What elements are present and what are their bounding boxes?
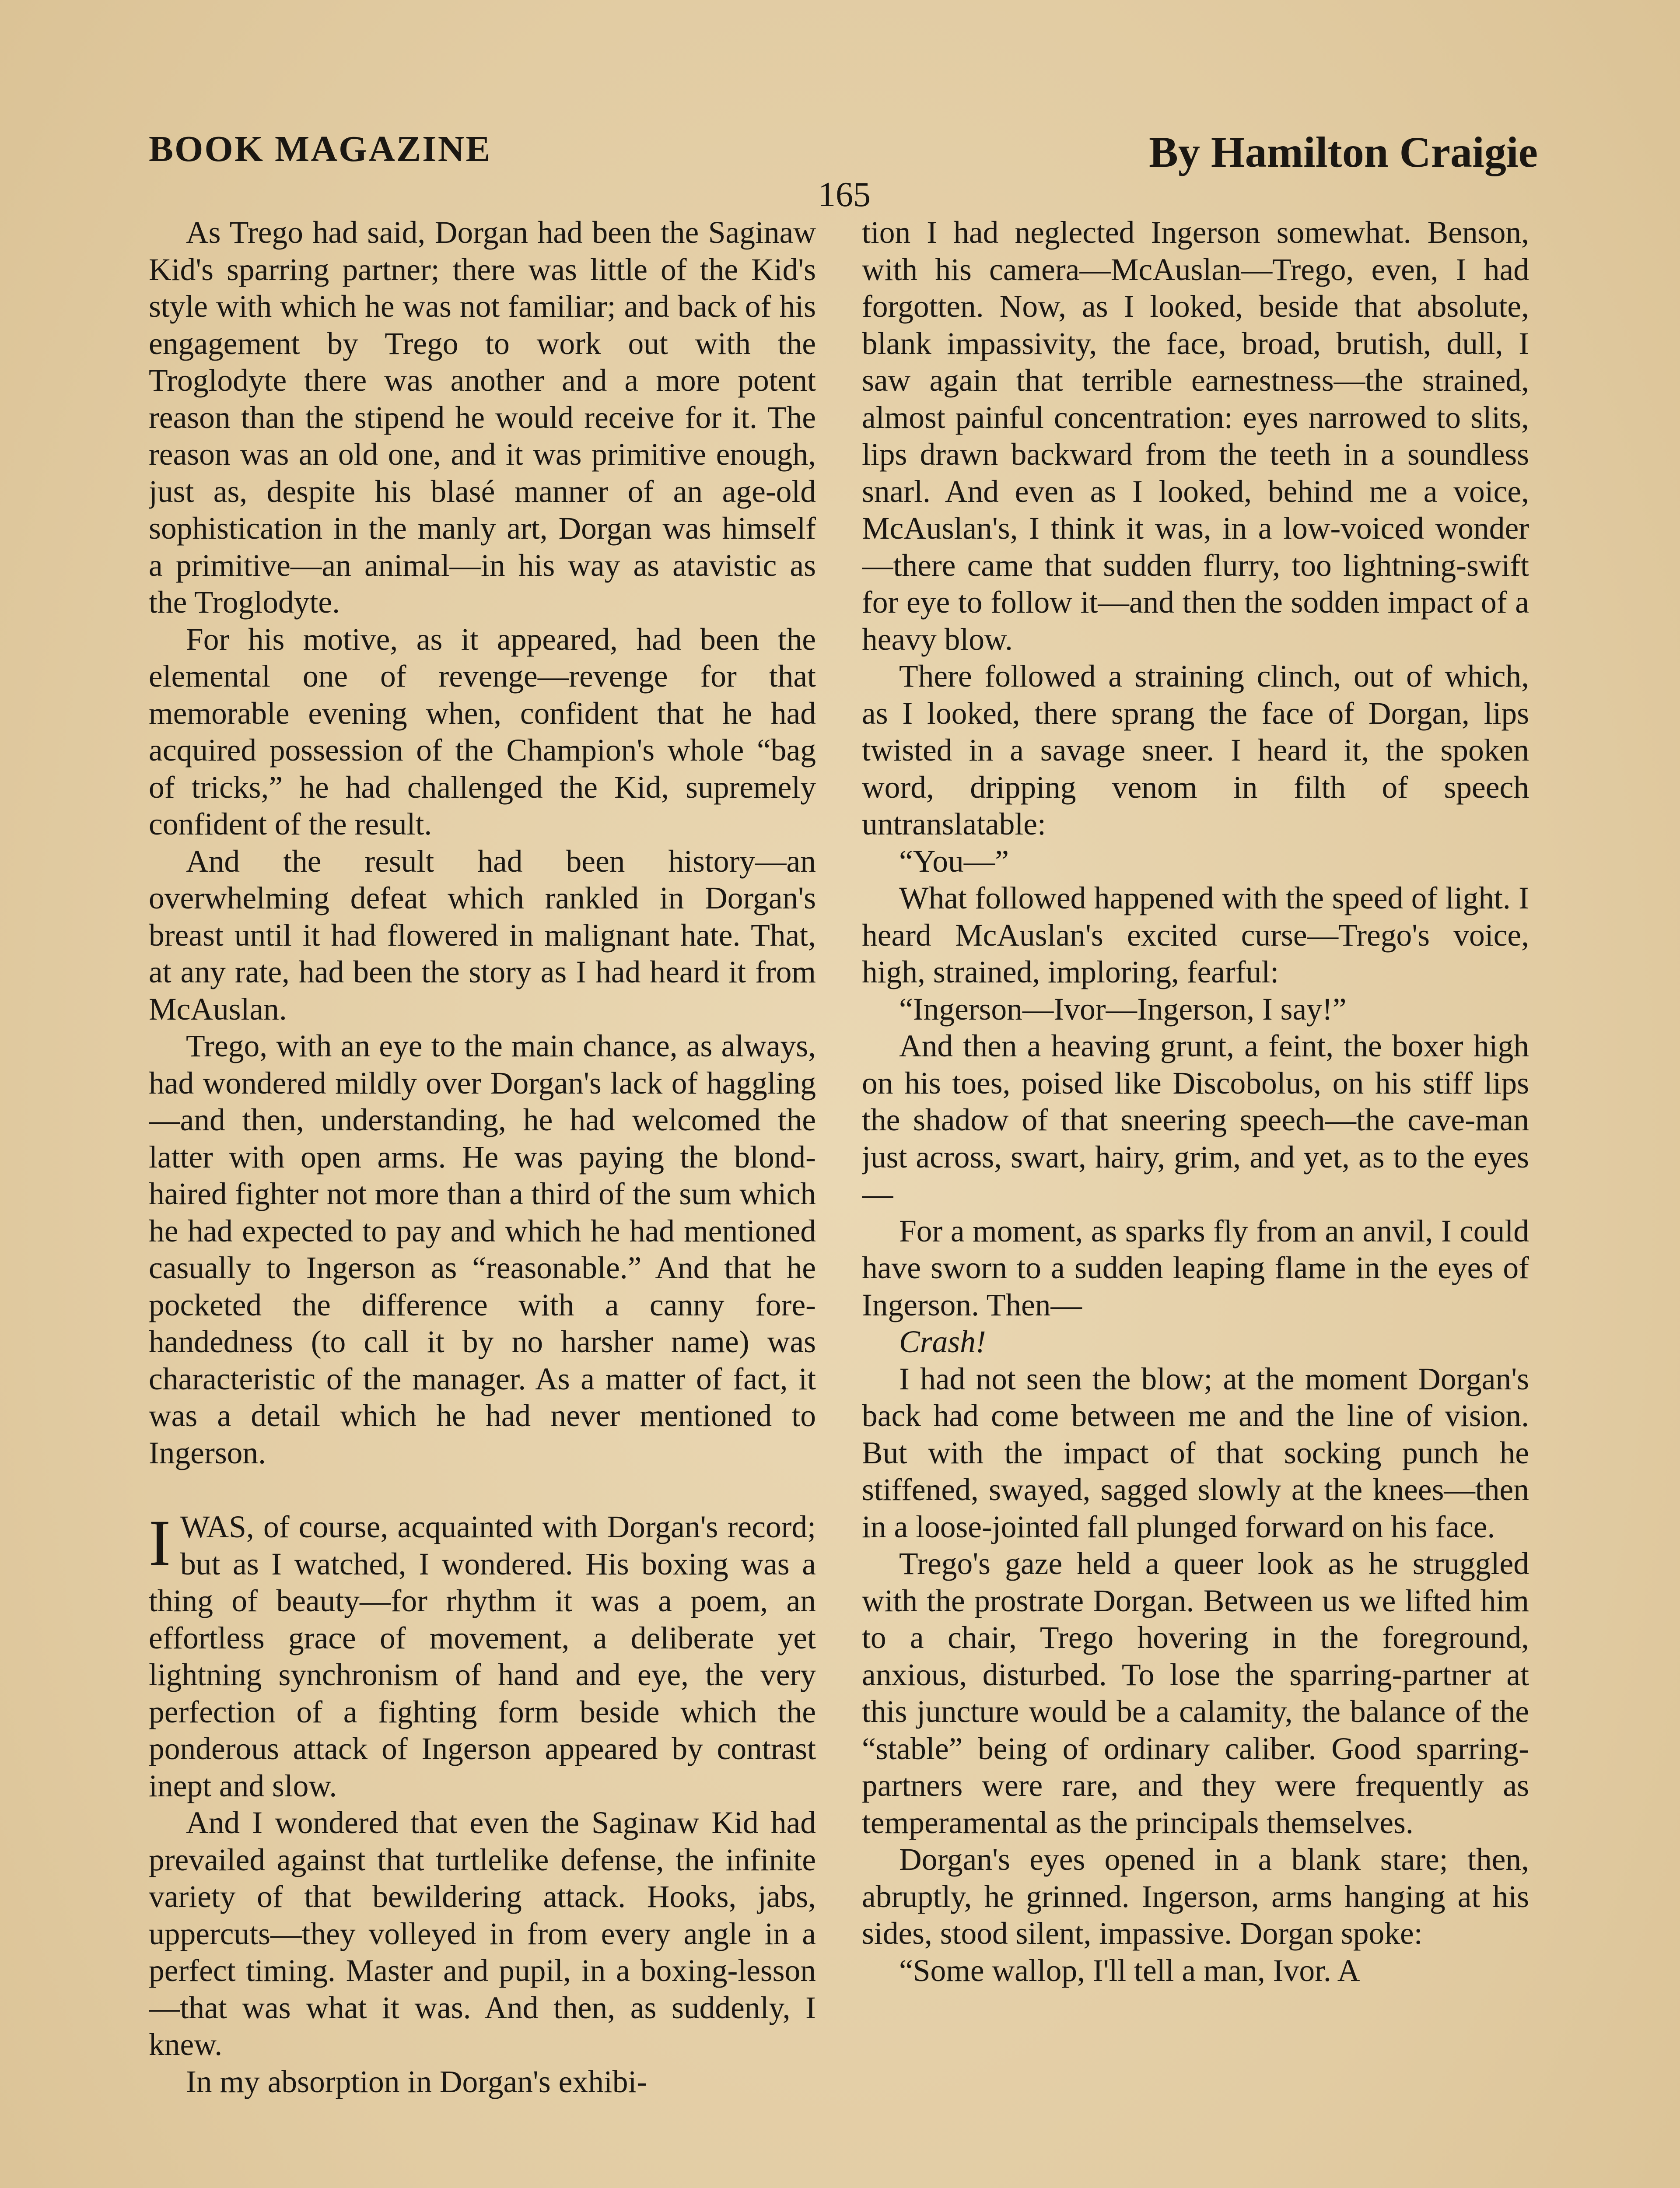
paragraph: I had not seen the blow; at the moment Dorgan's back had come between me and the line of vision. But with the impact of that socking punch he stiffened, swayed, sagged slowly at the knees—then in a loose-jointed fall plunged forward on his face.	[862, 1361, 1529, 1544]
paragraph-text: WAS, of course, acquainted with Dorgan's record; but as I watched, I wondered. His boxing was a thing of beauty—for rhythm it was a poem, an effortless grace of movement, a deliberate yet lightning synchronism of hand and eye, the very perfection of a fighting form beside which the ponderous attack of Ingerson appeared by contrast inept and slow.	[149, 1510, 816, 1803]
paragraph-crash: Crash!	[899, 1325, 986, 1359]
drop-cap: I	[149, 1507, 171, 1579]
page-number: 165	[818, 175, 871, 214]
paragraph: Trego, with an eye to the main chance, as always, had wondered mildly over Dorgan's lack of haggling—and then, understanding, he had welcomed the latter with open arms. He was paying the blond-haired fighter not more than a third of the sum which he had expected to pay and which he had mentioned casually to Ingerson as “reasonable.” And that he pocketed the difference with a canny fore-handedness (to call it by no harsher name) was characteristic of the manager. As a matter of fact, it was a detail which he had never mentioned to Ingerson.	[149, 1029, 816, 1470]
paragraph: As Trego had said, Dorgan had been the Saginaw Kid's sparring partner; there was little of the Kid's style with which he was not familiar; and back of his engagement by Trego to work out with the Troglodyte there was another and a more potent reason than the stipend he would receive for it. The reason was an old one, and it was primitive enough, just as, despite his blasé manner of an age-old sophistication in the manly art, Dorgan was himself a primitive—an animal—in his way as atavistic as the Troglodyte.	[149, 215, 816, 620]
paragraph-continued: tion I had neglected Ingerson somewhat. Benson, with his camera—McAuslan—Trego, even, I had forgotten. Now, as I looked, beside that absolute, blank impassivity, the face, broad, brutish, dull, I saw again that terrible earnestness—the strained, almost painful concentration: eyes narrowed to slits, lips drawn backward from the teeth in a soundless snarl. And even as I looked, behind me a voice, McAuslan's, I think it was, in a low-voiced wonder—there came that sudden flurry, too lightning-swift for eye to follow it—and then the sodden impact of a heavy blow.	[862, 215, 1529, 657]
right-text-column	[862, 214, 1529, 2188]
running-head-byline: By Hamilton Craigie	[1149, 128, 1538, 176]
paragraph: Trego's gaze held a queer look as he struggled with the prostrate Dorgan. Between us we lifted him to a chair, Trego hovering in the foreground, anxious, disturbed. To lose the sparring-partner at this juncture would be a calamity, the balance of the “stable” being of ordinary caliber. Good sparring-partners were rare, and they were frequently as temperamental as the principals themselves.	[862, 1546, 1529, 1840]
paragraph: “Ingerson—Ivor—Ingerson, I say!”	[899, 992, 1347, 1027]
paragraph: What followed happened with the speed of light. I heard McAuslan's excited curse—Trego's voice, high, strained, imploring, fearful:	[862, 881, 1529, 989]
paragraph: Dorgan's eyes opened in a blank stare; then, abruptly, he grinned. Ingerson, arms hanging at his sides, stood silent, impassive. Dorgan spoke:	[862, 1842, 1529, 1951]
paragraph: “Some wallop, I'll tell a man, Ivor. A	[899, 1953, 1360, 1988]
paragraph: “You—”	[899, 844, 1009, 879]
section-paragraph	[149, 1509, 816, 1805]
paragraph: And the result had been history—an overwhelming defeat which rankled in Dorgan's breast until it had flowered in malignant hate. That, at any rate, had been the story as I had heard it from McAuslan.	[149, 844, 816, 1027]
paragraph: For a moment, as sparks fly from an anvil, I could have sworn to a sudden leaping flame in the eyes of Ingerson. Then—	[862, 1213, 1529, 1322]
paragraph: For his motive, as it appeared, had been the elemental one of revenge—revenge for that memorable evening when, confident that he had acquired possession of the Champion's whole “bag of tricks,” he had challenged the Kid, supremely confident of the result.	[149, 622, 816, 842]
paragraph: In my absorption in Dorgan's exhibi-	[186, 2064, 648, 2099]
left-text-column	[149, 214, 816, 2188]
running-head-magazine: BOOK MAGAZINE	[149, 129, 492, 169]
paragraph: And I wondered that even the Saginaw Kid had prevailed against that turtlelike defense, the infinite variety of that bewildering attack. Hooks, jabs, uppercuts—they volleyed in from every angle in a perfect timing. Master and pupil, in a boxing-lesson—that was what it was. And then, as suddenly, I knew.	[149, 1806, 816, 2062]
paragraph: And then a heaving grunt, a feint, the boxer high on his toes, poised like Discobolus, on his stiff lips the shadow of that sneering speech—the cave-man just across, swart, hairy, grim, and yet, as to the eyes—	[862, 1029, 1529, 1211]
paragraph: There followed a straining clinch, out of which, as I looked, there sprang the face of Dorgan, lips twisted in a savage sneer. I heard it, the spoken word, dripping venom in filth of speech untranslatable:	[862, 659, 1529, 842]
